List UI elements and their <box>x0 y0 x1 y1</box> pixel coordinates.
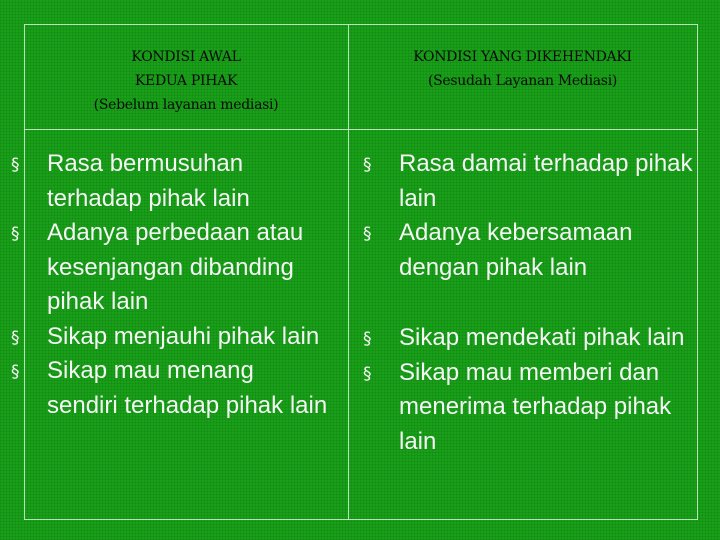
table-top-border <box>24 24 698 25</box>
list-item <box>363 356 693 460</box>
list-item <box>363 321 693 356</box>
right-header-line: KONDISI YANG DIKEHENDAKI <box>413 49 632 65</box>
list-item-text: Adanya kebersamaan dengan pihak lain <box>399 219 633 281</box>
square-bullet-icon: § <box>11 362 20 382</box>
left-column-header <box>24 45 348 117</box>
square-bullet-icon: § <box>11 155 20 175</box>
list-spacer <box>363 285 693 321</box>
square-bullet-icon: § <box>363 224 372 244</box>
list-item-text: Adanya perbedaan atau kesenjangan dibanding pihak lain <box>47 219 304 315</box>
right-column-list <box>363 147 693 459</box>
list-item <box>11 354 331 423</box>
list-item-text: Rasa bermusuhan terhadap pihak lain <box>47 150 250 212</box>
list-item <box>363 147 693 216</box>
square-bullet-icon: § <box>11 327 20 348</box>
square-bullet-icon: § <box>363 363 372 384</box>
list-item-text: Sikap mendekati pihak lain <box>399 324 685 351</box>
square-bullet-icon: § <box>363 155 372 175</box>
right-header-line: (Sesudah Layanan Mediasi) <box>427 73 618 89</box>
square-bullet-icon: § <box>363 329 372 349</box>
left-header-line: KONDISI AWAL <box>131 49 241 65</box>
list-item-text: Rasa damai terhadap pihak lain <box>399 150 693 212</box>
list-item <box>11 320 331 355</box>
table-right-border <box>697 24 698 520</box>
list-item <box>363 216 693 285</box>
square-bullet-icon: § <box>11 224 20 244</box>
left-column-list <box>11 147 331 423</box>
list-item-text: Sikap mau memberi dan menerima terhadap pihak lain <box>399 358 672 455</box>
left-header-line: KEDUA PIHAK <box>134 73 238 89</box>
list-item-text: Sikap mau menang sendiri terhadap pihak lain <box>47 357 328 419</box>
column-divider <box>348 24 349 520</box>
list-item <box>11 147 331 216</box>
left-header-line: (Sebelum layanan mediasi) <box>93 97 279 113</box>
header-divider <box>24 129 698 130</box>
right-column-header <box>348 45 697 93</box>
table-bottom-border <box>24 519 698 520</box>
list-item <box>11 216 331 320</box>
list-item-text: Sikap menjauhi pihak lain <box>47 322 320 350</box>
